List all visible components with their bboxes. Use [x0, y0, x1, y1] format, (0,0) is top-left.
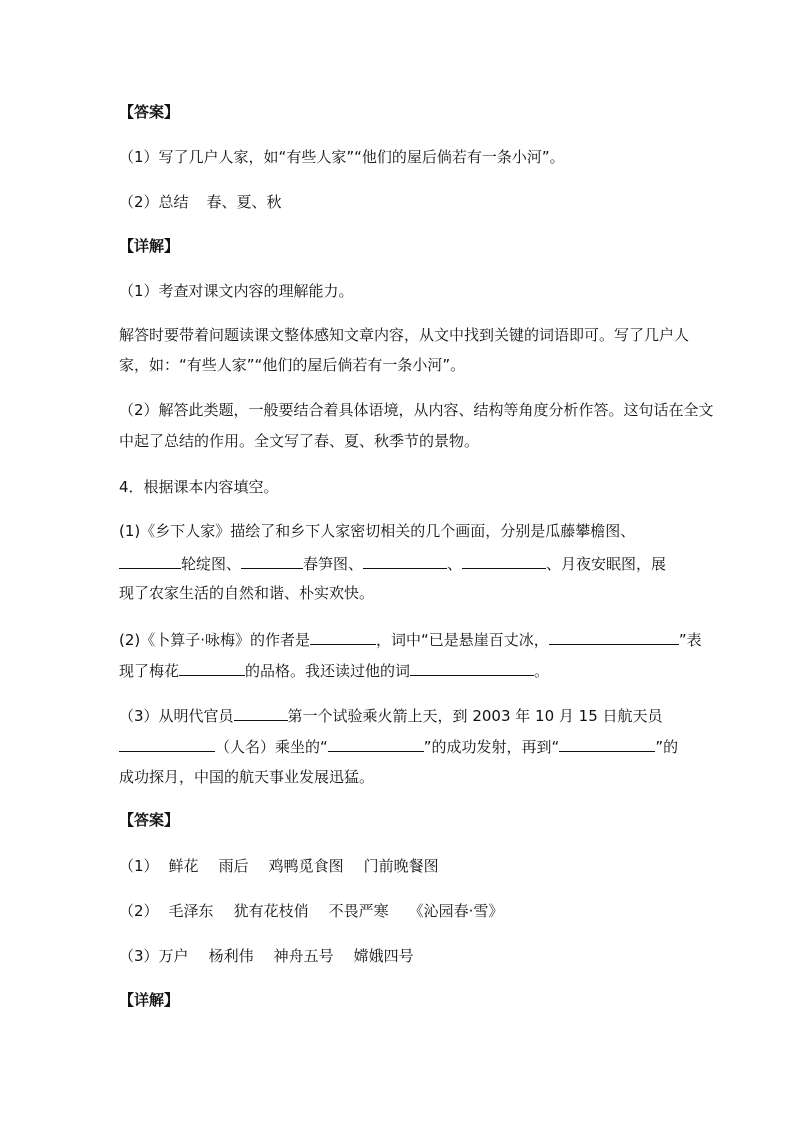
fill-blank: [179, 660, 245, 676]
question-4-2-line-1: [119, 629, 702, 650]
question-4-1-line-1: (1)《乡下人家》描绘了和乡下人家密切相关的几个画面，分别是瓜藤攀檐图、: [119, 522, 636, 540]
detail-paragraph-1: （1）考查对课文内容的理解能力。: [119, 282, 354, 300]
question-text: 春笋图、: [303, 555, 364, 573]
fill-blank: [328, 736, 424, 752]
question-text: （人名）乘坐的“: [215, 738, 328, 756]
answer-prefix: （1）: [119, 857, 159, 875]
answer-item: 门前晚餐图: [363, 857, 439, 875]
question-text: ，词中“已是悬崖百丈冰，: [376, 631, 549, 649]
fill-blank: [462, 553, 546, 569]
detail-paragraph-2-line-2: 家，如：“有些人家”“他们的屋后倘若有一条小河”。: [119, 356, 466, 374]
fill-blank: [234, 705, 288, 721]
question-text: ”的成功发射，再到“: [423, 738, 560, 756]
answer-item: 《沁园春·雪》: [408, 902, 504, 920]
answer-item: 嫦娥四号: [353, 947, 414, 965]
detail-paragraph-3-line-2: 中起了总结的作用。全文写了春、夏、秋季节的景物。: [119, 432, 480, 450]
question-4-1-line-3: 现了农家生活的自然和谐、朴实欢快。: [119, 584, 375, 602]
answer-item: 万户: [158, 947, 189, 965]
detail-paragraph-2-line-1: 解答时要带着问题读课文整体感知文章内容，从文中找到关键的词语即可。写了几户人: [119, 326, 690, 344]
question-4-3-line-1: [119, 705, 663, 726]
question-4-1-line-2: [119, 553, 666, 574]
question-text: ”表: [678, 631, 702, 649]
detail-heading: 【详解】: [119, 237, 180, 255]
answer-2-prefix: （2）总结: [119, 193, 189, 211]
question-text: 的品格。我还读过他的词: [245, 662, 411, 680]
question-text: 。: [534, 662, 550, 680]
fill-blank: [241, 553, 303, 569]
fill-blank: [119, 553, 181, 569]
answer-item: 鸡鸭觅食图: [268, 857, 344, 875]
fill-blank: [310, 629, 376, 645]
answer-4-3-line: [119, 946, 414, 966]
fill-blank: [549, 629, 679, 645]
question-text: 轮绽图、: [181, 555, 242, 573]
answer-4-2-line: [119, 901, 503, 921]
answer-prefix: （2）: [119, 902, 159, 920]
question-text: 、月夜安眠图，展: [546, 555, 667, 573]
answer-item: 不畏严寒: [328, 902, 389, 920]
question-4-title: 4．根据课本内容填空。: [119, 478, 279, 496]
answer-heading: 【答案】: [119, 103, 180, 121]
question-4-3-line-2: [119, 736, 678, 757]
question-text: ”的: [655, 738, 679, 756]
answer-item: 鲜花: [168, 857, 199, 875]
answer-4-1-line: [119, 856, 439, 876]
answer-heading-2: 【答案】: [119, 811, 180, 829]
fill-blank: [559, 736, 655, 752]
answer-item: 毛泽东: [168, 902, 214, 920]
answer-2-text: 春、夏、秋: [206, 193, 282, 211]
answer-prefix: （3）: [119, 947, 159, 965]
answer-item: 神舟五号: [273, 947, 334, 965]
question-text: 、: [447, 555, 463, 573]
answer-item: 雨后: [218, 857, 249, 875]
fill-blank: [410, 660, 534, 676]
answer-1-text: （1）写了几户人家，如“有些人家”“他们的屋后倘若有一条小河”。: [119, 148, 565, 166]
detail-paragraph-3-line-1: （2）解答此类题，一般要结合着具体语境，从内容、结构等角度分析作答。这句话在全文: [119, 401, 714, 419]
detail-heading-2: 【详解】: [119, 991, 180, 1009]
fill-blank: [363, 553, 447, 569]
question-text: （3）从明代官员: [119, 707, 234, 725]
question-4-2-line-2: [119, 660, 549, 681]
answer-2-line: [119, 192, 282, 212]
question-4-3-line-3: 成功探月，中国的航天事业发展迅猛。: [119, 768, 375, 786]
fill-blank: [119, 736, 215, 752]
answer-item: 犹有花枝俏: [233, 902, 309, 920]
answer-item: 杨利伟: [208, 947, 254, 965]
question-text: 现了梅花: [119, 662, 180, 680]
question-text: (2)《卜算子·咏梅》的作者是: [119, 631, 311, 649]
question-text: 第一个试验乘火箭上天，到 2003 年 10 月 15 日航天员: [287, 707, 663, 725]
